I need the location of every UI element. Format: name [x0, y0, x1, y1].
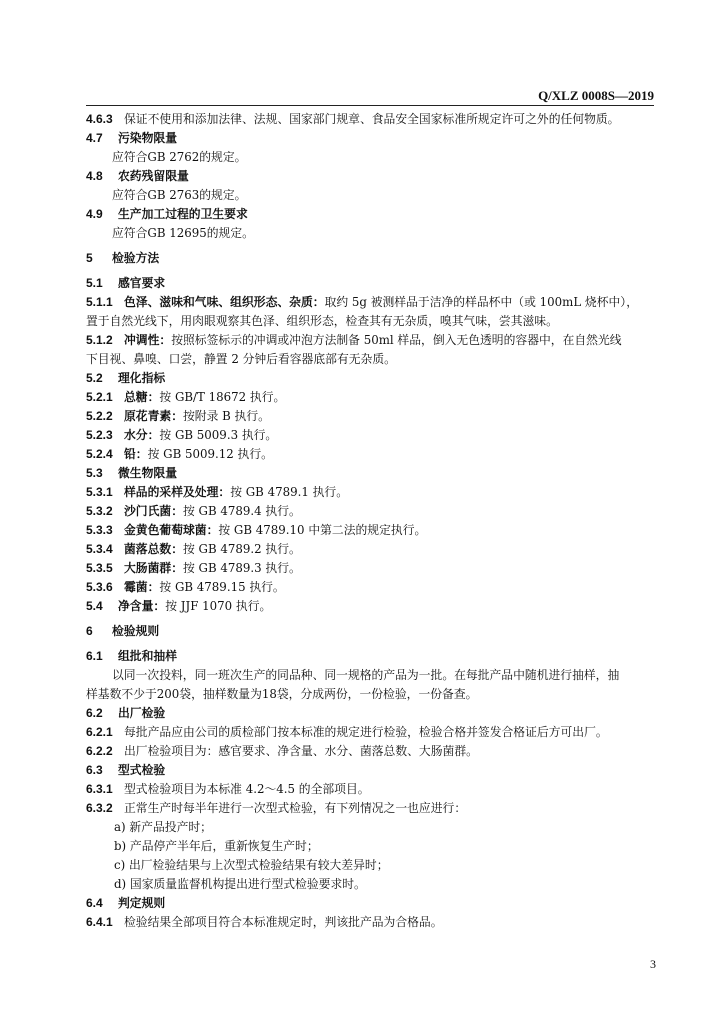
section-title: 污染物限量: [118, 131, 177, 145]
clause-title: 样品的采样及处理：: [124, 485, 231, 499]
clause-text: 按照标签标示的冲调或冲泡方法制备 50ml 样品，倒入无色透明的容器中，在自然光线: [171, 333, 622, 347]
section-number: 5.4: [86, 599, 103, 613]
clause-6-3-2: [86, 799, 656, 818]
section-number: 5.1: [86, 276, 103, 290]
clause-title: 霉菌：: [124, 580, 160, 594]
section-title: 感官要求: [118, 276, 166, 290]
clause-5-1-2: [86, 331, 656, 350]
clause-number: 5.2.1: [86, 390, 113, 404]
clause-5-2-2: [86, 407, 656, 426]
list-item: b) 产品停产半年后，重新恢复生产时；: [114, 839, 319, 853]
section-title: 型式检验: [118, 763, 166, 777]
section-number: 6.1: [86, 649, 103, 663]
clause-number: 5.3.4: [86, 542, 113, 556]
clause-text: 按 GB 4789.2 执行。: [183, 542, 301, 556]
clause-text-continued: 下目视、鼻嗅、口尝，静置 2 分钟后看容器底部有无杂质。: [86, 352, 396, 366]
list-item: c) 出厂检验结果与上次型式检验结果有较大差异时；: [114, 858, 389, 872]
clause-number: 4.6.3: [86, 112, 113, 126]
paragraph-line: 以同一次投料，同一班次生产的同品种、同一规格的产品为一批。在每批产品中随机进行抽样，抽: [112, 668, 620, 682]
document-body: [86, 110, 656, 932]
clause-text: 按 GB 4789.1 执行。: [230, 485, 348, 499]
clause-text: 按 GB 5009.3 执行。: [159, 428, 278, 442]
section-body: 应符合GB 2763的规定。: [112, 188, 247, 202]
section-6-1: [86, 647, 656, 666]
chapter-number: 6: [86, 624, 93, 638]
clause-text: 正常生产时每半年进行一次型式检验，有下列情况之一也应进行：: [124, 801, 467, 815]
paragraph-line: 样基数不少于200袋，抽样数量为18袋，分成两份，一份检验，一份备查。: [86, 687, 478, 701]
clause-text: 取约 5g 被测样品于洁净的样品杯中（或 100mL 烧杯中），: [324, 295, 638, 309]
clause-4-6-3: [86, 110, 656, 129]
clause-title: 色泽、滋味和气味、组织形态、杂质：: [124, 295, 325, 309]
chapter-6: [86, 622, 656, 641]
clause-title: 铅：: [124, 447, 148, 461]
clause-number: 5.2.4: [86, 447, 113, 461]
clause-5-3-4: [86, 540, 656, 559]
clause-6-2-1: [86, 723, 656, 742]
section-title: 净含量：: [118, 599, 166, 613]
page-number: 3: [650, 957, 656, 971]
clause-5-3-3: [86, 521, 656, 540]
clause-number: 6.2.1: [86, 725, 113, 739]
clause-title: 大肠菌群：: [124, 561, 183, 575]
section-body: 应符合GB 2762的规定。: [112, 150, 247, 164]
clause-5-2-1: [86, 388, 656, 407]
clause-number: 5.3.1: [86, 485, 113, 499]
section-title: 农药残留限量: [118, 169, 189, 183]
section-title: 微生物限量: [118, 466, 177, 480]
clause-number: 6.3.2: [86, 801, 113, 815]
clause-5-3-5: [86, 559, 656, 578]
clause-number: 5.1.2: [86, 333, 113, 347]
clause-number: 5.3.2: [86, 504, 113, 518]
clause-text: 按 GB 5009.12 执行。: [147, 447, 273, 461]
chapter-title: 检验规则: [112, 624, 160, 638]
section-number: 6.4: [86, 896, 103, 910]
section-body: 应符合GB 12695的规定。: [112, 226, 254, 240]
section-number: 6.2: [86, 706, 103, 720]
clause-number: 5.1.1: [86, 295, 113, 309]
clause-text: 每批产品应由公司的质检部门按本标准的规定进行检验，检验合格并签发合格证后方可出厂。: [124, 725, 608, 739]
clause-number: 5.2.3: [86, 428, 113, 442]
clause-5-2-3: [86, 426, 656, 445]
section-title: 生产加工过程的卫生要求: [118, 207, 248, 221]
clause-text: 按 GB/T 18672 执行。: [159, 390, 286, 404]
section-text: 按 JJF 1070 执行。: [165, 599, 272, 613]
section-6-2: [86, 704, 656, 723]
clause-number: 5.2.2: [86, 409, 113, 423]
clause-5-3-1: [86, 483, 656, 502]
clause-title: 金黄色葡萄球菌：: [124, 523, 219, 537]
clause-6-2-2: [86, 742, 656, 761]
section-title: 出厂检验: [118, 706, 166, 720]
section-title: 理化指标: [118, 371, 166, 385]
header-rule: [86, 105, 654, 106]
document-code: Q/XLZ 0008S—2019: [538, 88, 654, 103]
list-item: a) 新产品投产时；: [114, 820, 212, 834]
clause-5-3-2: [86, 502, 656, 521]
clause-text: 保证不使用和添加法律、法规、国家部门规章、食品安全国家标准所规定许可之外的任何物质。: [124, 112, 620, 126]
clause-title: 菌落总数：: [124, 542, 183, 556]
section-6-4: [86, 894, 656, 913]
chapter-number: 5: [86, 251, 93, 265]
section-number: 4.8: [86, 169, 103, 183]
section-number: 5.2: [86, 371, 103, 385]
clause-5-2-4: [86, 445, 656, 464]
clause-number: 5.3.5: [86, 561, 113, 575]
section-number: 4.7: [86, 131, 103, 145]
chapter-5: [86, 249, 656, 268]
section-title: 判定规则: [118, 896, 166, 910]
chapter-title: 检验方法: [112, 251, 160, 265]
section-5-2: [86, 369, 656, 388]
clause-text: 按附录 B 执行。: [183, 409, 270, 423]
clause-text: 按 GB 4789.3 执行。: [183, 561, 301, 575]
clause-text: 检验结果全部项目符合本标准规定时，判该批产品为合格品。: [124, 915, 443, 929]
section-4-7: [86, 129, 656, 148]
clause-text: 按 GB 4789.10 中第二法的规定执行。: [218, 523, 427, 537]
clause-title: 总糖：: [124, 390, 160, 404]
clause-text: 出厂检验项目为：感官要求、净含量、水分、菌落总数、大肠菌群。: [124, 744, 478, 758]
clause-title: 水分：: [124, 428, 160, 442]
clause-5-1-1: [86, 293, 656, 312]
clause-title: 原花青素：: [124, 409, 183, 423]
section-4-9: [86, 205, 656, 224]
section-6-3: [86, 761, 656, 780]
clause-text: 按 GB 4789.4 执行。: [183, 504, 301, 518]
clause-number: 5.3.6: [86, 580, 113, 594]
list-item: d) 国家质量监督机构提出进行型式检验要求时。: [114, 877, 366, 891]
clause-number: 6.3.1: [86, 782, 113, 796]
clause-number: 6.2.2: [86, 744, 113, 758]
clause-number: 5.3.3: [86, 523, 113, 537]
section-5-1: [86, 274, 656, 293]
clause-5-3-6: [86, 578, 656, 597]
section-4-8: [86, 167, 656, 186]
section-5-3: [86, 464, 656, 483]
clause-text: 按 GB 4789.15 执行。: [159, 580, 285, 594]
clause-text-continued: 置于自然光线下，用肉眼观察其色泽、组织形态，检查其有无杂质，嗅其气味，尝其滋味。: [86, 314, 558, 328]
clause-6-3-1: [86, 780, 656, 799]
section-title: 组批和抽样: [118, 649, 177, 663]
clause-title: 冲调性：: [124, 333, 172, 347]
section-5-4: [86, 597, 656, 616]
section-number: 4.9: [86, 207, 103, 221]
clause-title: 沙门氏菌：: [124, 504, 183, 518]
clause-6-4-1: [86, 913, 656, 932]
section-number: 6.3: [86, 763, 103, 777]
clause-text: 型式检验项目为本标准 4.2～4.5 的全部项目。: [124, 782, 370, 796]
clause-number: 6.4.1: [86, 915, 113, 929]
section-number: 5.3: [86, 466, 103, 480]
